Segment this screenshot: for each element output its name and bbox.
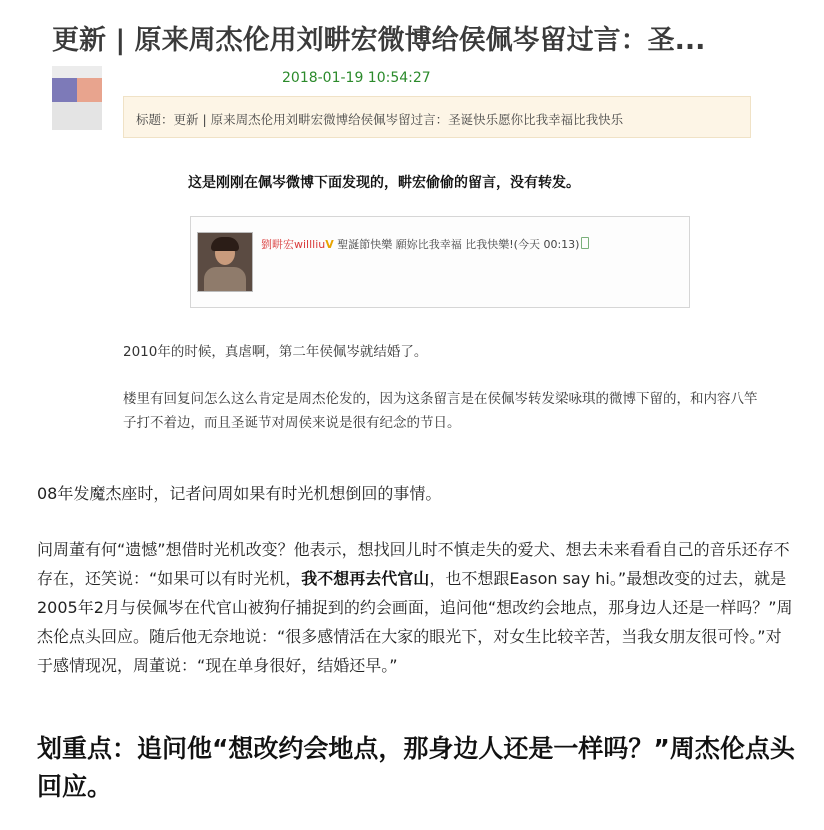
body-text-bold: 我不想再去代官山 [301,569,430,588]
highlight-heading: 划重点：追问他“想改约会地点，那身边人还是一样吗？”周杰伦点头回应。 [37,734,795,801]
paragraph-body [37,535,793,680]
page-title: 更新 | 原来周杰伦用刘畊宏微博给侯佩岑留过言：圣... [52,25,706,56]
body-text-part2: ，也不想跟Eason say hi。”最想改变的过去，就是2005年2月与侯佩岑在代官山被狗仔捕捉到的约会画面，追问他“想改约会地点，那身边人还是一样吗？”周杰伦点头回应。随后他无奈地说：“很多感情活在大家的眼光下，对女生比较辛苦，当我女朋友很可怜。”对于感情现况，周董说：“现在单身很好，结婚还早。” [37,569,793,675]
weibo-time: (今天 00:13) [513,238,580,251]
body-text-part1: 问周董有何“遗憾”想借时光机改变？他表示，想找回儿时不慎走失的爱犬、想去未来看看自己的音乐还存不存在，还笑说：“如果可以有时光机， [37,540,790,588]
weibo-user-avatar [197,232,253,292]
weibo-comment-text [261,236,589,252]
weibo-username: 劉畊宏willliu [261,238,326,251]
paragraph-floor-reply: 楼里有回复问怎么这么肯定是周杰伦发的，因为这条留言是在侯佩岑转发梁咏琪的微博下留的，和内容八竿子打不着边，而且圣诞节对周侯来说是很有纪念的节日。 [123,391,758,431]
user-avatar[interactable] [52,66,102,130]
discovery-caption: 这是刚刚在佩岑微博下面发现的，畊宏偷偷的留言，没有转发。 [188,175,580,191]
post-timestamp: 2018-01-19 10:54:27 [282,70,431,86]
weibo-comment-screenshot [190,216,690,308]
paragraph-intro: 08年发魔杰座时，记者问周如果有时光机想倒回的事情。 [37,484,442,503]
weibo-message: 聖誕節快樂 願妳比我幸福 比我快樂! [337,238,514,251]
verified-badge-icon: V [325,238,334,251]
quoted-title-box [123,96,751,138]
quoted-title-text: 标题：更新 | 原来周杰伦用刘畊宏微博给侯佩岑留过言：圣诞快乐愿你比我幸福比我快乐 [136,112,624,127]
mobile-icon [581,237,589,249]
paragraph-2010: 2010年的时候，真虐啊，第二年侯佩岑就结婚了。 [123,344,428,360]
